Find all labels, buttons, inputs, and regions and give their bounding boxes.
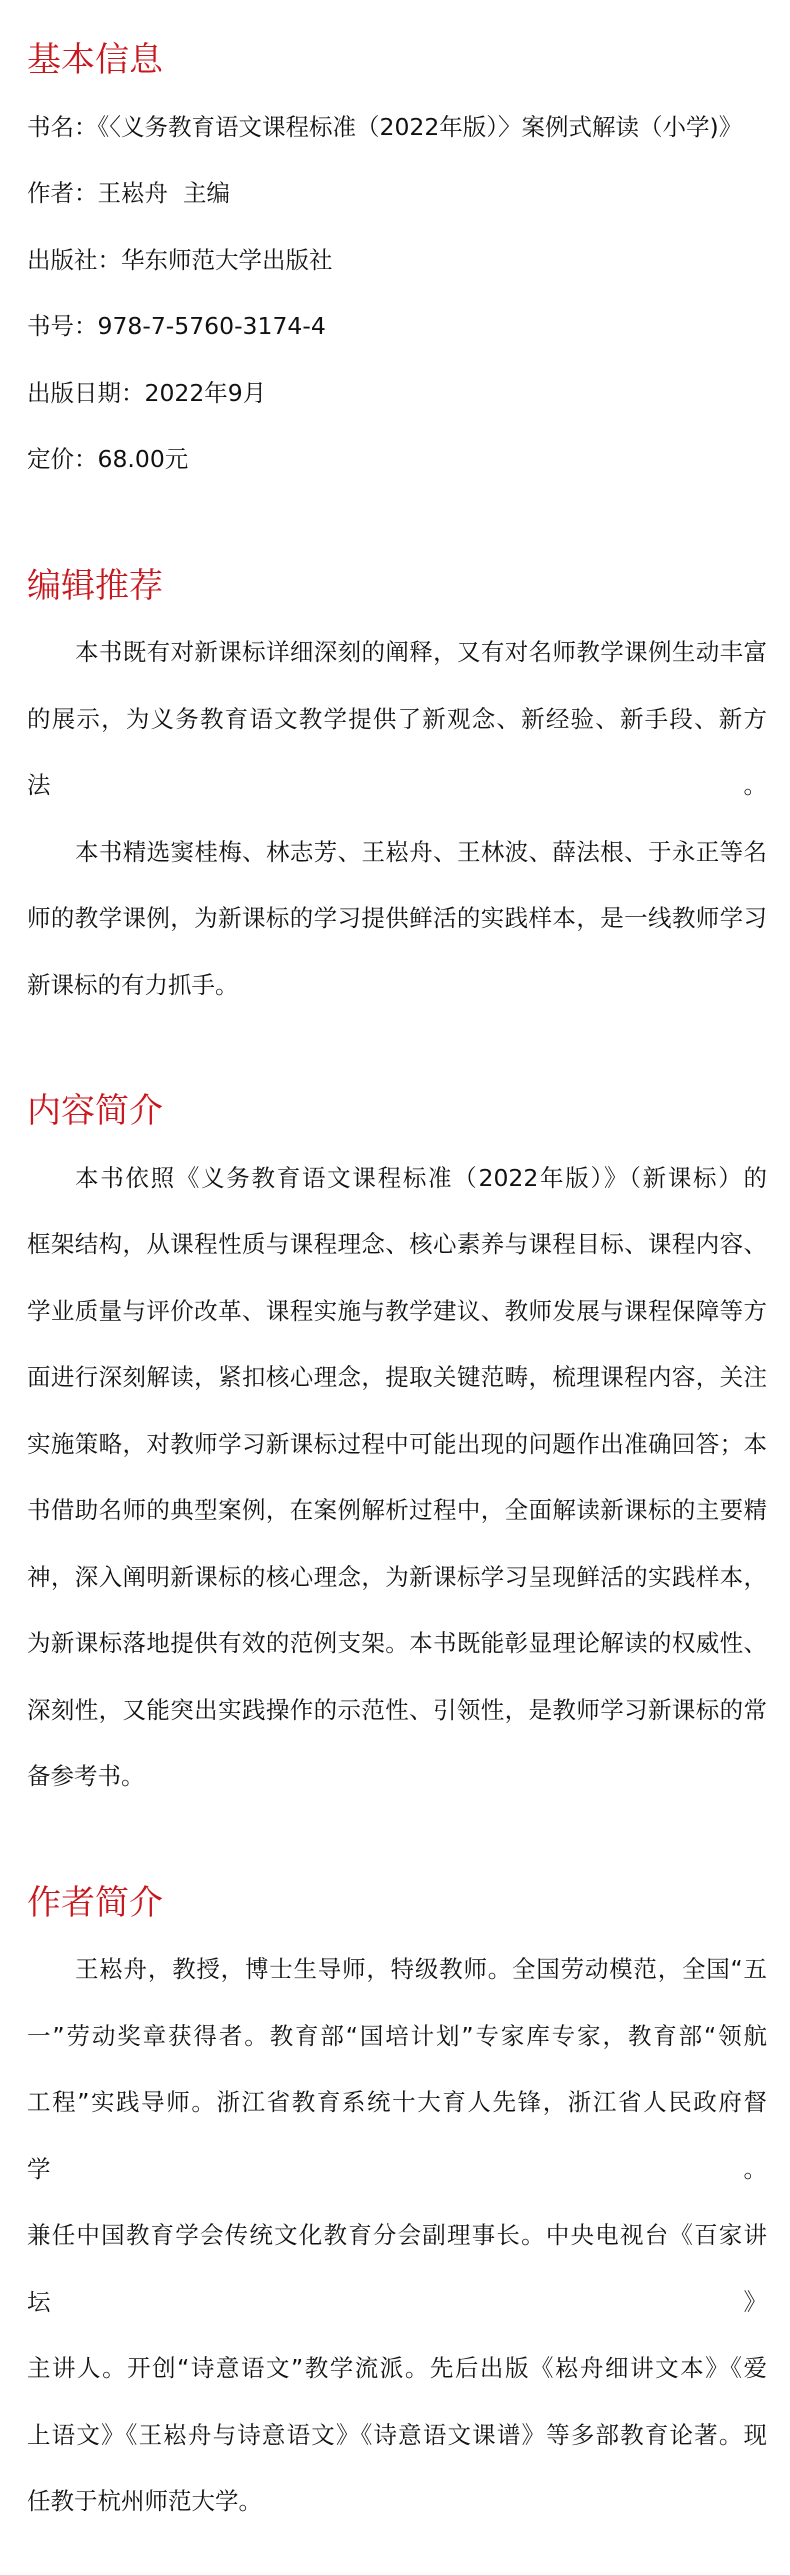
info-row-price (27, 426, 767, 493)
info-row-isbn (27, 293, 767, 360)
info-value: 2022年9月 (144, 378, 267, 407)
text-line: 书借助名师的典型案例，在案例解析过程中，全面解读新课标的主要精 (27, 1496, 767, 1524)
text-line: 学业质量与评价改革、课程实施与教学建议、教师发展与课程保障等方 (27, 1296, 767, 1325)
info-value: 《〈义务教育语文课程标准（2022年版）〉案例式解读（小学)》 (97, 112, 743, 141)
text-line: 本书精选窦桂梅、林志芳、王崧舟、王林波、薛法根、于永正等名 (75, 837, 767, 866)
text-line: 深刻性，又能突出实践操作的示范性、引领性，是教师学习新课标的常 (27, 1695, 767, 1724)
text-line: 王崧舟，教授，博士生导师，特级教师。全国劳动模范，全国“五 (75, 1955, 767, 1983)
text-line: 工程”实践导师。浙江省教育系统十大育人先锋，浙江省人民政府督学。 (27, 2088, 767, 2183)
info-row-date (27, 360, 767, 427)
text-line: 为新课标落地提供有效的范例支架。本书既能彰显理论解读的权威性、 (27, 1629, 767, 1657)
info-label: 定价： (27, 445, 98, 473)
text-line: 兼任中国教育学会传统文化教育分会副理事长。中央电视台《百家讲坛》 (27, 2221, 767, 2316)
info-value: 王崧舟 主编 (97, 179, 230, 207)
info-value: 68.00元 (97, 445, 189, 473)
info-value: 978-7-5760-3174-4 (97, 312, 326, 340)
text-line: 框架结构，从课程性质与课程理念、核心素养与课程目标、课程内容、 (27, 1230, 767, 1258)
text-line: 主讲人。开创“诗意语文”教学流派。先后出版《崧舟细讲文本》《爱 (27, 2354, 767, 2382)
info-row-title (27, 94, 767, 161)
section-heading: 编辑推荐 (27, 565, 163, 606)
basic-info-section (27, 27, 767, 493)
info-label: 书名： (27, 112, 98, 141)
editor-recommendation-section (27, 553, 767, 1019)
info-label: 出版社： (27, 245, 121, 274)
text-line: 本书依照《义务教育语文课程标准（2022年版）》（新课标）的 (75, 1163, 767, 1192)
section-heading: 作者简介 (27, 1882, 163, 1923)
author-intro-section (27, 1870, 767, 2535)
text-line: 上语文》《王崧舟与诗意语文》《诗意语文课谱》等多部教育论著。现 (27, 2420, 767, 2449)
info-label: 书号： (27, 312, 98, 340)
text-line: 本书既有对新课标详细深刻的阐释，又有对名师教学课例生动丰富 (75, 638, 767, 666)
text-line: 一”劳动奖章获得者。教育部“国培计划”专家库专家，教育部“领航 (27, 2021, 767, 2050)
text-line: 神，深入阐明新课标的核心理念，为新课标学习呈现鲜活的实践样本， (27, 1562, 767, 1591)
section-heading: 内容简介 (27, 1091, 163, 1131)
text-line: 的展示，为义务教育语文教学提供了新观念、新经验、新手段、新方法。 (27, 704, 767, 799)
info-label: 作者： (27, 179, 98, 207)
content-summary-section (27, 1078, 767, 1810)
text-line: 面进行深刻解读，紧扣核心理念，提取关键范畴，梳理课程内容，关注 (27, 1363, 767, 1391)
text-line: 师的教学课例，为新课标的学习提供鲜活的实践样本，是一线教师学习 (27, 904, 767, 932)
info-value: 华东师范大学出版社 (121, 245, 333, 274)
text-line: 任教于杭州师范大学。 (27, 2487, 262, 2515)
text-line: 实施策略，对教师学习新课标过程中可能出现的问题作出准确回答；本 (27, 1429, 767, 1458)
info-row-author (27, 160, 767, 227)
info-label: 出版日期： (27, 378, 145, 407)
text-line: 备参考书。 (27, 1762, 145, 1790)
text-line: 新课标的有力抓手。 (27, 970, 239, 999)
info-row-publisher (27, 227, 767, 294)
section-heading: 基本信息 (27, 40, 163, 80)
